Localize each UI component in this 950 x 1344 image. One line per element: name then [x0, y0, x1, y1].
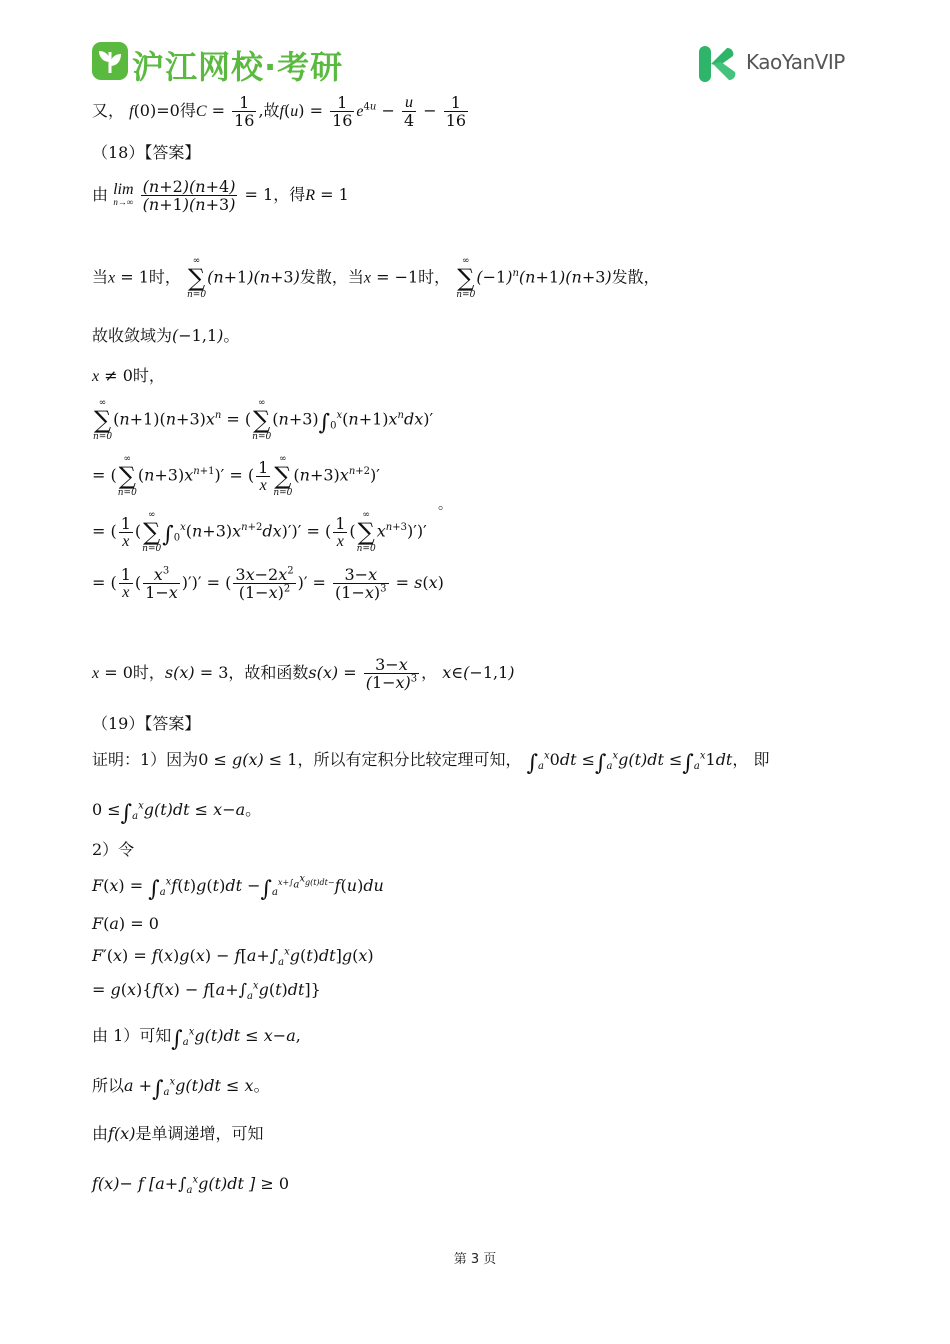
text-dandiao: 是单调递增，可知 — [135, 1124, 264, 1143]
logo-title: 沪江网校·考研 — [132, 48, 344, 86]
x-ne-0: x ≠ 0时， — [92, 366, 165, 385]
proof-line-1: 证明：1）因为0 ≤ g(x) ≤ 1，所以有定积分比较定理可知， $\int_a^x0dt \le\int_a^xg(t)dt \le\int_a^x1dt$， 即 — [92, 750, 770, 776]
text-gushou: 故收敛域为 — [92, 326, 173, 345]
text-fasan: 发散，当 — [299, 267, 364, 287]
text-you-f: 由 — [92, 1124, 109, 1143]
text-ji: ， 即 — [732, 750, 770, 769]
text-gu: ,故 — [258, 101, 280, 120]
from-1-line: 由 1）可知$\int_a^xg(t)dt \le x-a$, — [92, 1026, 301, 1052]
text-de: 得 — [179, 101, 196, 120]
F-definition: $F(x) = \int_a^xf(t)g(t)dt -\int_a^{x+\int_a^xg(t)dt-}f(u)du$ — [92, 873, 384, 902]
page-number: 第 3 页 — [453, 1252, 497, 1267]
text-guhe: ，故和函数 — [228, 663, 309, 682]
let-line: 2）令 — [92, 840, 135, 859]
text-suoyi: 所以 — [92, 1076, 125, 1095]
derivation-line-3: = ( $\frac{1}{x}$ ( ∞ ∑ n=0 $\int_0^x(n+3)x^{n+2}dx)')'$ = ( $\frac{1}{x}$ ( ∞ ∑ n=0 $x^{n+3})')'$ — [92, 510, 427, 554]
text-comma: ， — [421, 663, 438, 682]
circle-mark: 。 — [438, 497, 452, 513]
monotone-line: 由f(x)是单调递增，可知 — [92, 1124, 264, 1143]
F-prime-factored: = $g(x)\{f(x) - f[a+\int_a^xg(t)dt]\}$ — [92, 980, 321, 1003]
text-end-dot-3: 。 — [253, 1076, 270, 1095]
text-youyi: 由 1）可知 — [92, 1026, 172, 1045]
text-shi-4: 时， — [132, 663, 165, 682]
proof-line-2: $0 \le\int_a^xg(t)dt \le x-a$。 — [92, 800, 262, 826]
derivation-line-2: = ( ∞ ∑ n=0 $(n+3)x^{n+1})'$ = ( $\frac{1}{x}$ ∞ ∑ n=0 $(n+3)x^{n+2})'$ — [92, 454, 380, 498]
text-shi-3: 时， — [132, 366, 165, 385]
answer-19-heading: （19）【答案】 — [92, 714, 201, 733]
text-de-R: ，得 — [273, 185, 306, 204]
text-you: 又， — [92, 101, 125, 120]
formula-endpoints: 当x = 1时， ∞ ∑ n=0 (n+1)(n+3)发散，当x = −1时， ∞ ∑ n=0 $(-1)^n(n+1)(n+3)$发散， — [92, 256, 660, 300]
text-end-dot-2: 。 — [245, 800, 262, 819]
F-at-a: F(a) = 0 — [92, 914, 159, 933]
text-proof-pre: 证明：1）因为 — [92, 750, 199, 769]
formula-line-1: 又， f(0)=0得C = $\frac{1}{16}$ ,故f(u) = $\frac{1}{16}$ $e^{4u}$ − $\frac{u}{4}$ − $\frac{1}{16}$ — [92, 93, 467, 130]
convergence-domain: 故收敛域为(−1,1)。 — [92, 326, 240, 345]
brand-name: KaoYanVIP — [746, 50, 845, 74]
text-fasan-2: 发散， — [611, 267, 660, 287]
derivation-line-4: = ( $\frac{1}{x}$ ( $\frac{x^3}{1-x}$ )′)′ = ( $\frac{3x-2x^2}{(1-x)^2}$ )′ = $\frac{3-x}{(1-x)^3}$ = s(x) — [92, 565, 444, 602]
derivation-line-1: ∞ ∑ n=0 $(n+1)(n+3)x^n$ = ( ∞ ∑ n=0 $(n+3)\int_0^x(n+1)x^ndx)'$ — [93, 398, 434, 442]
text-shi: 时， — [148, 267, 181, 287]
text-dang: 当 — [92, 267, 109, 287]
kaoyanvip-k-logo-icon — [697, 44, 737, 84]
text-proof-mid: ，所以有定积分比较定理可知， — [297, 750, 522, 769]
hujiang-leaf-logo-icon — [92, 42, 128, 80]
text-end-dot: 。 — [223, 326, 240, 345]
F-prime: $F'(x) = f(x)g(x) - f[a+\int_a^xg(t)dt]g(x)$ — [92, 946, 374, 969]
formula-limit: 由 lim n→∞ $\frac{(n+2)(n+4)}{(n+1)(n+3)}$ = 1，得R = 1 — [92, 177, 349, 214]
answer-18-heading: （18）【答案】 — [92, 143, 201, 162]
therefore-line: 所以$a +\int_a^xg(t)dt \le x$。 — [92, 1076, 270, 1102]
x-eq-0-sum: x = 0时，s(x) = 3，故和函数s(x) = $\frac{3-x}{(1-x)^3}$ ， x∈(−1,1) — [92, 655, 515, 692]
text-you-2: 由 — [92, 185, 109, 204]
final-inequality: f(x)− f [$a+\int_a^xg(t)dt$ ] ≥ 0 — [92, 1174, 290, 1197]
text-shi-2: 时， — [418, 267, 451, 287]
